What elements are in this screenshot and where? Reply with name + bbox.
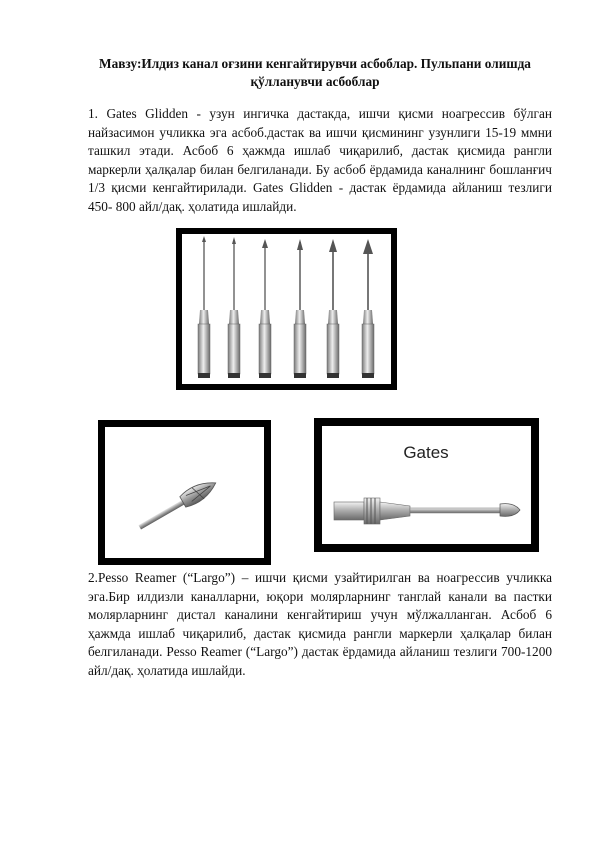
gates-glidden-tip-closeup-image — [98, 420, 271, 565]
paragraph-gates-glidden: 1. Gates Glidden - узун ингичка дастакда, ишчи қисми ноагрессив бўлган найзасимон учликка эга асбоб.дастак ва ишчи қисмининг узунлиги 15-19 ммни ташкил этади. Асбоб 6 ҳажмда ишлаб чиқарилиб, дастак қисмида рангли маркерли ҳалқалар билан белгиланади. Бу асбоб ёрдамида каналнинг бошланғич 1/3 қисми кенгайтирилади. Gates Glidden - дастак ёрдамида айланиш тезлиги 450- 800 айл/дақ. ҳолатида ишлайди. — [88, 106, 552, 214]
figure-label: Gates — [403, 443, 449, 462]
paragraph-pesso-reamer: 2.Pesso Reamer (“Largo”) – ишчи қисми узайтирилган ва ноагрессив учликка эга.Бир илдизли каналларни, юқори молярларнинг танглай канали ва пастки молярларнинг дистал каналини кенгайтириш учун мўлжалланган. Асбоб 6 ҳажмда ишлаб чиқарилиб, дастак қисмида рангли маркерли ҳалқалар билан белгиланади. Pesso Reamer (“Largo”) дастак ёрдамида айланиш тезлиги 700-1200 айл/дақ. ҳолатида ишлайди. — [88, 570, 552, 678]
page-title: Мавзу:Илдиз канал оғзини кенгайтирувчи асбоблар. Пульпани олишда қўлланувчи асбоблар — [99, 56, 531, 89]
gates-glidden-set-image — [176, 228, 397, 390]
gates-instrument-image — [314, 418, 539, 552]
